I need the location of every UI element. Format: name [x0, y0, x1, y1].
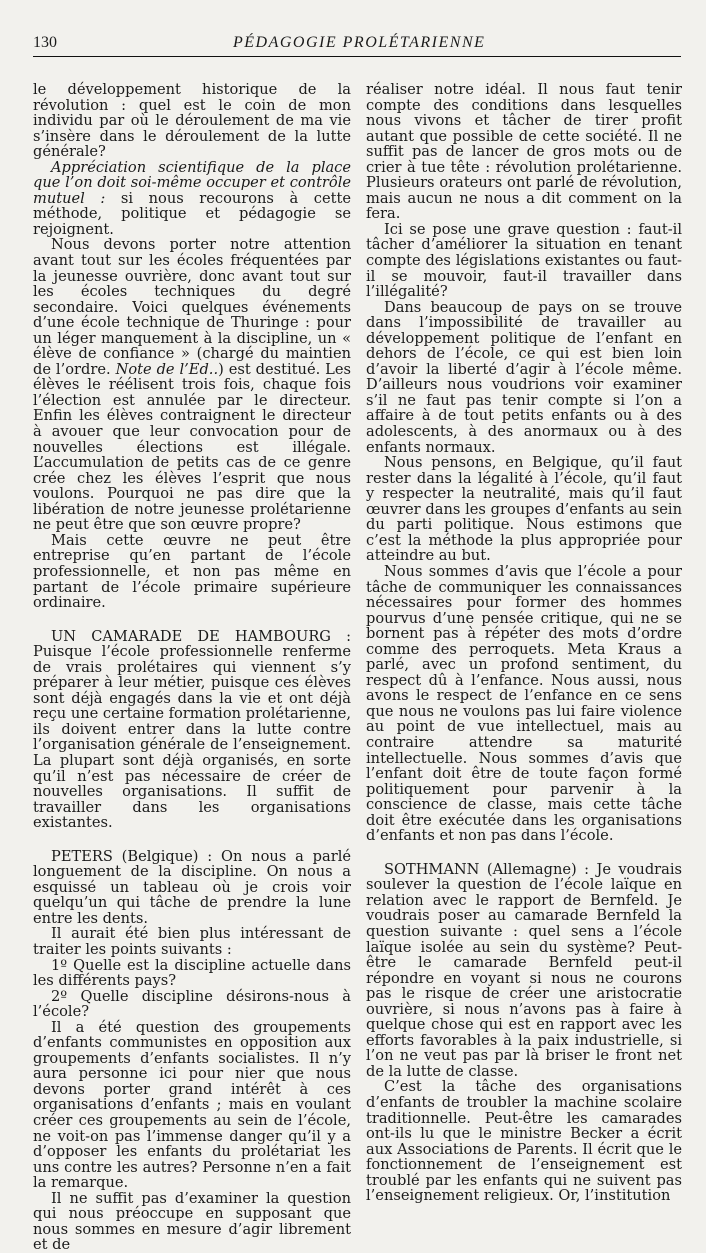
paragraph: Nous sommes d’avis que l’école a pour tâche de communiquer les connaissances nécessaires pour former des hommes pourvus d’une pensée critique, qui ne se bornent pas à répéter des mots d’ordre comme des perroquets. Meta Kraus a parlé, avec un profond sentiment, du respect dû à l’enfance. Nous aussi, nous avons le respect de l’enfance en ce sens que nous ne voulons pas lui faire violence au point de vue intellectuel, mais au contraire attendre sa maturité intellectuelle. Nous sommes d’avis que l’enfant doit être de toute façon formé politiquement pour parvenir à la conscience de classe, mais cette tâche doit être exécutée dans les organisations d’enfants et non pas dans l’école.	[366, 562, 682, 845]
paragraph: C’est la tâche des organisations d’enfants de troubler la machine scolaire traditionnelle. Peut-être les camarades ont-ils lu que le ministre Becker a écrit aux Associations de Parents. Il écrit que le fonctionnement de l’enseignement est troublé par les enfants qui ne suivent pas l’enseignement religieux. Or, l’institution	[366, 1078, 682, 1205]
speaker-paragraph: UN CAMARADE DE HAMBOURG : Puisque l’école professionnelle renferme de vrais prolétaires qui viennent s’y préparer à leur métier, puisque ces élèves sont déjà engagés dans la vie et ont déjà reçu une certaine formation prolétarienne, ils doivent entrer dans la lutte contre l’organisation générale de l’enseignement. La plupart sont déjà organisés, en sorte qu’il n’est pas nécessaire de créer de nouvelles organisations. Il suffit de travailler dans les organisations existantes.	[33, 627, 351, 832]
page-number: 130	[33, 34, 57, 51]
paragraph: Il a été question des groupements d’enfants communistes en opposition aux groupements d’enfants socialistes. Il n’y aura personne ici pour nier que nous devons porter grand intérêt à ces organisations d’enfants ; mais en voulant créer ces groupements au sein de l’école, ne voit-on pas l’immense danger qu’il y a d’opposer les enfants du prolétariat les uns contre les autres? Personne n’en a fait la remarque.	[33, 1018, 351, 1192]
running-title: PÉDAGOGIE PROLÉTARIENNE	[233, 34, 486, 51]
speaker-paragraph: PETERS (Belgique) : On nous a parlé longuement de la discipline. On nous a esquissé un tableau où je crois voir quelqu’un qui tâche de prendre la lune entre les dents.	[33, 847, 351, 927]
paragraph: Il ne suffit pas d’examiner la question qui nous préoccupe en supposant que nous sommes en mesure d’agir librement et de	[33, 1189, 351, 1253]
page-header	[33, 34, 681, 57]
paragraph: Ici se pose une grave question : faut-il tâcher d’améliorer la situation en tenant compte des législations existantes ou faut-il se mouvoir, faut-il travailler dans l’illégalité?	[366, 220, 682, 301]
paragraph: le développement historique de la révolution : quel est le coin de mon individu par où le déroulement de ma vie s’insère dans le déroulement de la lutte générale?	[33, 81, 351, 161]
paragraph	[33, 160, 351, 238]
list-item: 2º Quelle discipline désirons-nous à l’école?	[33, 987, 351, 1021]
paragraph	[33, 237, 351, 532]
paragraph-text: Nous devons porter notre attention avant tout sur les écoles fréquentées par la jeunesse ouvrière, donc avant tout sur les écoles techniques du degré secondaire. Voici quelques événements d’une école technique de Thuringe : pour un léger manquement à la discipline, un « élève de confiance » (chargé du maintien de l’ordre.	[33, 236, 351, 378]
right-column	[366, 82, 682, 1204]
list-item: 1º Quelle est la discipline actuelle dans les différents pays?	[33, 956, 351, 990]
paragraph: Nous pensons, en Belgique, qu’il faut rester dans la légalité à l’école, qu’il faut y respecter la neutralité, mais qu’il faut œuvrer dans les groupes d’enfants au sein du parti politique. Nous estimons que c’est la méthode la plus appropriée pour atteindre au but.	[366, 454, 682, 565]
paragraph: Il aurait été bien plus intéressant de traiter les points suivants :	[33, 925, 351, 958]
paragraph: Mais cette œuvre ne peut être entreprise qu’en partant de l’école professionnelle, et non pas même en partant de l’école primaire supérieure ordinaire.	[33, 531, 351, 612]
paragraph-text: si nous recourons à cette méthode, politique et pédagogie se rejoignent.	[33, 189, 351, 238]
paragraph: Dans beaucoup de pays on se trouve dans l’impossibilité de travailler au développement politique de l’enfant en dehors de l’école, ce qui est bien loin d’avoir la liberté d’agir à l’école même. D’ailleurs nous voudrions voir examiner s’il ne faut pas tenir compte si l’on a affaire à de tout petits enfants ou à des adolescents, à des anormaux ou à des enfants normaux.	[366, 298, 682, 456]
speaker-paragraph: SOTHMANN (Allemagne) : Je voudrais soulever la question de l’école laïque en relation avec le rapport de Bernfeld. Je voudrais poser au camarade Bernfeld la question suivante : quel sens a l’école laïque isolée au sein du système? Peut-être le camarade Bernfeld peut-il répondre en voyant si nous ne courons pas le risque de créer une aristocratie ouvrière, si nous n’avons pas à faire à quelque chose qui est en rapport avec les efforts favorables à la paix industrielle, si l’on ne veut pas par là briser le front net de la lutte de classe.	[366, 860, 682, 1080]
paragraph-text: ) est destitué. Les élèves le réélisent trois fois, chaque fois l’élection est annulée par le directeur. Enfin les élèves contraignent le directeur à avouer que leur convocation pour de nouvelles élections est illégale. L’accumulation de petits cas de ce genre crée chez les élèves l’esprit que nous voulons. Pourquoi ne pas dire que la libération de notre jeunesse prolétarienne ne peut être que son œuvre propre?	[33, 360, 351, 534]
italic-phrase: Appréciation scientifique de la place que l’on doit soi-même occuper et contrôle mutuel :	[33, 158, 351, 207]
editor-note: Note de l’Ed..	[115, 360, 219, 378]
left-column	[33, 82, 351, 1253]
paragraph: réaliser notre idéal. Il nous faut tenir compte des conditions dans lesquelles nous vivons et tâcher de tirer profit autant que possible de cette société. Il ne suffit pas de lancer de gros mots ou de crier à tue tête : révolution prolétarienne. Plusieurs orateurs ont parlé de révolution, mais aucun ne nous a dit comment on la fera.	[366, 81, 682, 223]
